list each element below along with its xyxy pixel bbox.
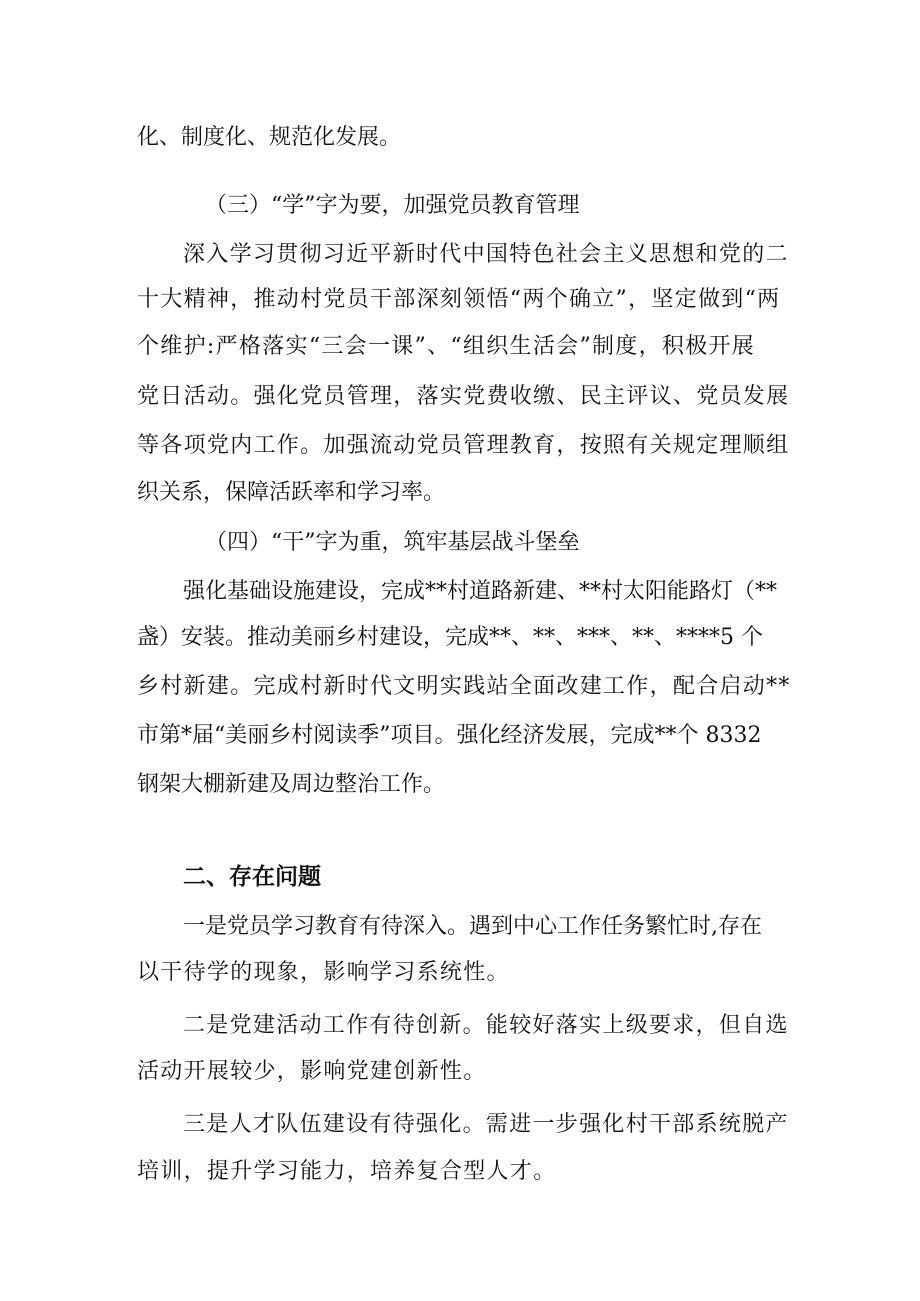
problem-2-line-2: 活动开展较少，影响党建创新性。 bbox=[137, 1059, 487, 1084]
section-3-line-4: 党日活动。强化党员管理，落实党费收缴、民主评议、党员发展 bbox=[137, 384, 790, 409]
section-4-line-1: 强化基础设施建设，完成**村道路新建、**村太阳能路灯（** bbox=[183, 579, 778, 604]
problem-3-line-2: 培训，提升学习能力，培养复合型人才。 bbox=[137, 1159, 557, 1184]
problem-2-line-1: 二是党建活动工作有待创新。能较好落实上级要求，但自选 bbox=[183, 1013, 789, 1038]
section-3-line-5: 等各项党内工作。加强流动党员管理教育，按照有关规定理顺组 bbox=[137, 433, 790, 458]
problem-3-line-1: 三是人才队伍建设有待强化。需进一步强化村干部系统脱产 bbox=[183, 1112, 789, 1137]
section-4-line-4: 市第*届“美丽乡村阅读季”项目。强化经济发展，完成**个 8332 bbox=[137, 723, 762, 748]
section-3-line-3: 个维护:严格落实“三会一课”、“组织生活会”制度，积极开展 bbox=[137, 334, 756, 359]
section-3-line-6: 织关系，保障活跃率和学习率。 bbox=[137, 480, 446, 505]
part-2-heading: 二、存在问题 bbox=[183, 864, 321, 890]
section-4-line-2: 盏）安装。推动美丽乡村建设，完成**、**、***、**、****5 个 bbox=[137, 625, 763, 650]
problem-1-line-2: 以干待学的现象，影响学习系统性。 bbox=[137, 960, 510, 985]
section-3-line-2: 十大精神，推动村党员干部深刻领悟“两个确立”，坚定做到“两 bbox=[137, 287, 781, 312]
problem-1-line-1: 一是党员学习教育有待深入。遇到中心工作任务繁忙时,存在 bbox=[183, 914, 762, 939]
section-3-heading: （三）“学”字为要，加强党员教育管理 bbox=[205, 193, 580, 218]
section-4-line-3: 乡村新建。完成村新时代文明实践站全面改建工作，配合启动** bbox=[137, 674, 791, 699]
paragraph-line: 化、制度化、规范化发展。 bbox=[137, 125, 402, 150]
section-4-line-5: 钢架大棚新建及周边整治工作。 bbox=[137, 772, 446, 797]
section-3-line-1: 深入学习贯彻习近平新时代中国特色社会主义思想和党的二 bbox=[183, 242, 789, 267]
section-4-heading: （四）“干”字为重，筑牢基层战斗堡垒 bbox=[205, 530, 580, 555]
